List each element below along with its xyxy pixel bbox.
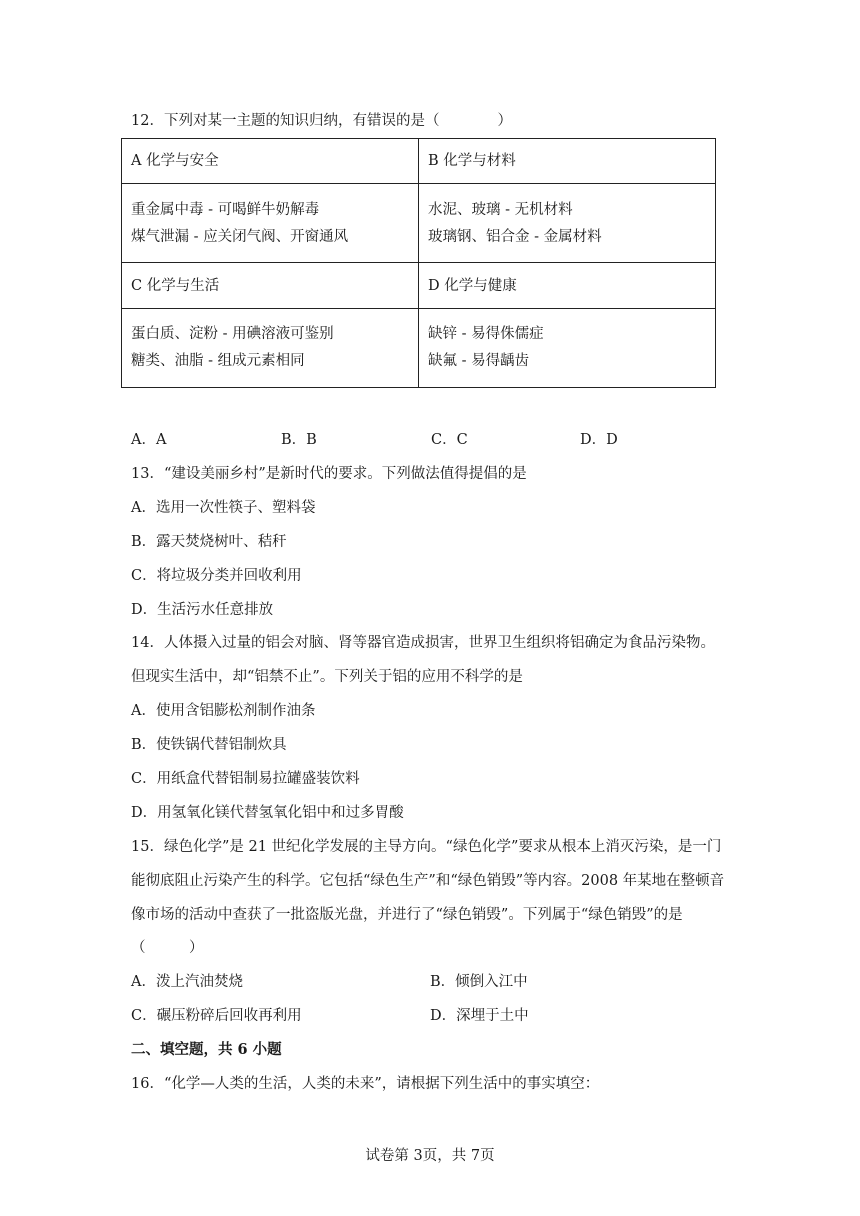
q16-stem: 16．“化学—人类的生活，人类的未来”，请根据下列生活中的事实填空：: [131, 1076, 600, 1092]
cell-a-line-2: 煤气泄漏 - 应关闭气阀、开窗通风: [131, 228, 349, 245]
cell-d-line-1: 缺锌 - 易得侏儒症: [428, 326, 544, 343]
cell-c-body: [122, 308, 419, 387]
cell-a-line-1: 重金属中毒 - 可喝鲜牛奶解毒: [131, 201, 320, 218]
q13-option-b[interactable]: B．露天焚烧树叶、秸秆: [131, 534, 287, 550]
q14-option-a[interactable]: A．使用含铝膨松剂制作油条: [131, 703, 316, 719]
q15-option-c[interactable]: C．碾压粉碎后回收再利用: [131, 1008, 302, 1024]
q14-option-c[interactable]: C．用纸盒代替铝制易拉罐盛装饮料: [131, 771, 360, 787]
page-footer: 试卷第 3页，共 7页: [365, 1148, 495, 1164]
q13-option-a[interactable]: A．选用一次性筷子、塑料袋: [131, 500, 316, 516]
q12-option-a[interactable]: A．A: [131, 432, 167, 448]
cell-b-line-2: 玻璃钢、铝合金 - 金属材料: [428, 228, 602, 245]
q12-stem: 12．下列对某一主题的知识归纳，有错误的是（ ）: [131, 113, 512, 129]
q15-answer-bracket: （ ）: [131, 940, 204, 956]
cell-b-body: [419, 184, 716, 263]
q13-option-c[interactable]: C．将垃圾分类并回收利用: [131, 568, 302, 584]
cell-a-title: A 化学与安全: [122, 139, 419, 184]
cell-a-body: [122, 184, 419, 263]
cell-b-title: B 化学与材料: [419, 139, 716, 184]
q12-option-c[interactable]: C．C: [431, 432, 468, 448]
q13-option-d[interactable]: D．生活污水任意排放: [131, 602, 274, 618]
cell-d-title: D 化学与健康: [419, 263, 716, 308]
q14-stem-line-1: 14．人体摄入过量的铝会对脑、肾等器官造成损害，世界卫生组织将铝确定为食品污染物。: [131, 635, 715, 651]
cell-c-title: C 化学与生活: [122, 263, 419, 308]
cell-d-body: [419, 308, 716, 387]
q12-option-d[interactable]: D．D: [580, 432, 618, 448]
q15-stem-line-3: 像市场的活动中查获了一批盗版光盘，并进行了“绿色销毁”。下列属于“绿色销毁”的是: [131, 907, 683, 923]
q14-option-d[interactable]: D．用氢氧化镁代替氢氧化铝中和过多胃酸: [131, 805, 404, 821]
cell-c-line-2: 糖类、油脂 - 组成元素相同: [131, 353, 305, 370]
cell-c-line-1: 蛋白质、淀粉 - 用碘溶液可鉴别: [131, 326, 334, 343]
q15-option-b[interactable]: B．倾倒入江中: [430, 974, 528, 990]
q14-option-b[interactable]: B．使铁锅代替铝制炊具: [131, 737, 287, 753]
q15-stem-line-1: 15．绿色化学”是 21 世纪化学发展的主导方向。“绿色化学”要求从根本上消灭污染，是一门: [131, 839, 722, 855]
q12-option-b[interactable]: B．B: [281, 432, 317, 448]
q15-option-a[interactable]: A．泼上汽油焚烧: [131, 974, 243, 990]
cell-d-line-2: 缺氟 - 易得龋齿: [428, 353, 530, 370]
knowledge-table: [121, 138, 716, 388]
q15-stem-line-2: 能彻底阻止污染产生的科学。它包括“绿色生产”和“绿色销毁”等内容。2008 年某地在整顿音: [131, 873, 725, 889]
q13-stem: 13．“建设美丽乡村”是新时代的要求。下列做法值得提倡的是: [131, 466, 527, 482]
cell-b-line-1: 水泥、玻璃 - 无机材料: [428, 201, 573, 218]
section-heading: 二、填空题，共 6 小题: [131, 1041, 282, 1058]
q14-stem-line-2: 但现实生活中，却“铝禁不止”。下列关于铝的应用不科学的是: [131, 669, 523, 685]
q15-option-d[interactable]: D．深埋于土中: [430, 1008, 529, 1024]
